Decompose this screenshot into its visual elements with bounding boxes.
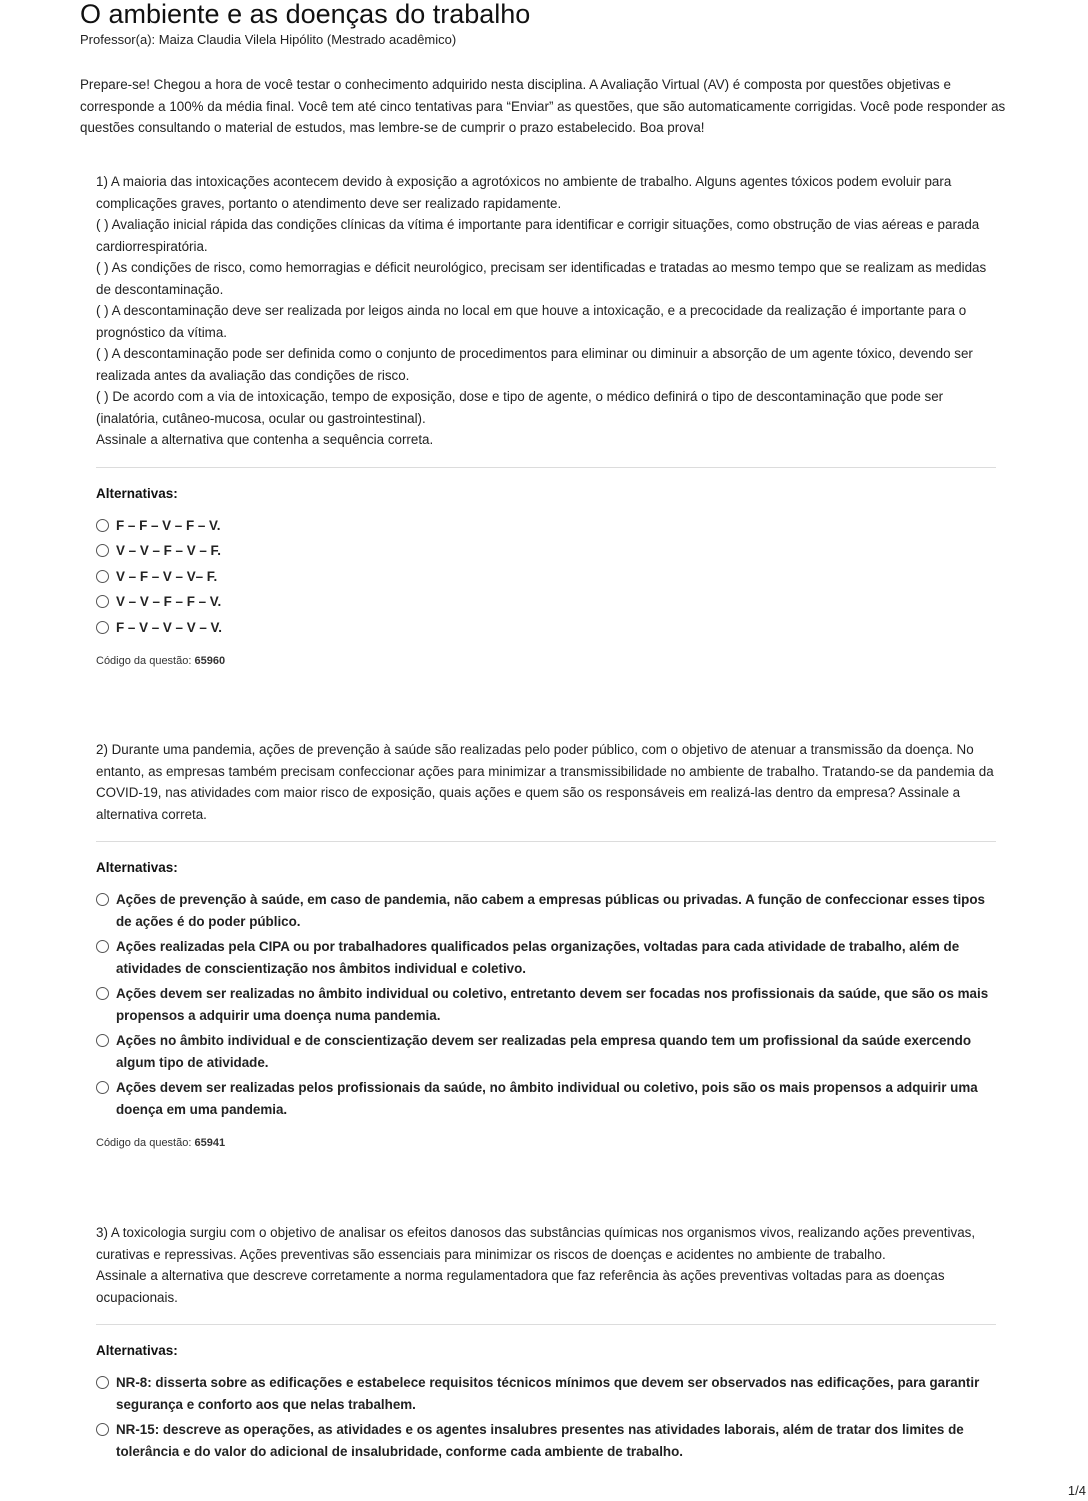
alternatives-label: Alternativas: [96,860,178,875]
question-code [96,1137,996,1149]
alternatives-list [96,515,996,639]
alternative-option[interactable] [96,889,996,932]
question-code-value: 65960 [194,655,226,667]
radio-button[interactable] [96,519,109,532]
page-header [80,0,1020,47]
radio-button[interactable] [96,1034,109,1047]
question-code-label: Código da questão: [96,1137,195,1149]
alternative-option[interactable] [96,1372,996,1415]
alternative-option[interactable] [96,1077,996,1120]
alternative-option[interactable] [96,515,996,537]
question-code-value: 65941 [194,1137,226,1149]
alternative-text: V – V – F – V – F. [116,543,221,558]
question-3-text [96,1222,996,1308]
alternative-text: V – V – F – F – V. [116,594,222,609]
alternative-text: Ações de prevenção à saúde, em caso de pandemia, não cabem a empresas públicas ou privadas. A função de confeccionar esses tipos de ações é do poder público. [116,892,985,929]
divider [96,841,996,842]
alternative-option[interactable] [96,1030,996,1073]
alternative-option[interactable] [96,566,996,588]
alternative-option[interactable] [96,936,996,979]
question-paragraph: 3) A toxicologia surgiu com o objetivo de analisar os efeitos danosos das substâncias químicas nos organismos vivos, realizando ações preventivas, curativas e repressivas. Ações preventivas são essenciais para minimizar os riscos de doenças e acidentes no ambiente de trabalho. [96,1225,976,1262]
alternatives-list [96,889,996,1120]
question-1 [96,171,996,667]
alternative-option[interactable] [96,540,996,562]
alternative-text: NR-8: disserta sobre as edificações e estabelece requisitos técnicos mínimos que devem ser observados nas edificações, para garantir segurança e conforto aos que nelas trabalhem. [116,1375,980,1412]
question-code-label: Código da questão: [96,655,195,667]
question-3 [96,1222,996,1462]
alternative-text: F – F – V – F – V. [116,517,221,533]
question-2 [96,739,996,1149]
alternative-option[interactable] [96,1419,996,1462]
question-paragraph: Assinale a alternativa que contenha a sequência correta. [96,432,434,447]
alternatives-label: Alternativas: [96,485,178,501]
page-title: O ambiente e as doenças do trabalho [80,0,531,29]
question-paragraph: 2) Durante uma pandemia, ações de prevenção à saúde são realizadas pelo poder público, com o objetivo de atenuar a transmissão da doença. No entanto, as empresas também precisam confeccionar ações para minimizar a transmissibilidade no ambiente de trabalho. Tratando-se da pandemia da COVID-19, nas atividades com maior risco de exposição, quais ações e quem são os responsáveis em realizá-las dentro da empresa? Assinale a alternativa correta. [96,742,994,822]
question-paragraph: ( ) As condições de risco, como hemorragias e déficit neurológico, precisam ser identificadas e tratadas ao mesmo tempo que se realizam as medidas de descontaminação. [96,260,987,297]
alternative-text: NR-15: descreve as operações, as atividades e os agentes insalubres presentes nas atividades laborais, além de tratar dos limites de tolerância e do valor do adicional de insalubridade, conforme cada ambiente de trabalho. [116,1422,964,1459]
question-paragraph: ( ) A descontaminação deve ser realizada por leigos ainda no local em que houve a intoxicação, e a precocidade da realização é importante para o prognóstico da vítima. [96,303,967,340]
alternative-option[interactable] [96,591,996,613]
alternative-text: Ações realizadas pela CIPA ou por trabalhadores qualificados pelas organizações, voltadas para cada atividade de trabalho, além de atividades de conscientização nos âmbitos individual e coletivo. [116,939,960,976]
radio-button[interactable] [96,621,109,634]
page-number: 1/4 [1067,1483,1086,1498]
question-paragraph: ( ) A descontaminação pode ser definida como o conjunto de procedimentos para eliminar ou diminuir a absorção de um agente tóxico, devendo ser realizada antes da avaliação das condições de risco. [96,346,973,383]
question-1-text [96,171,996,451]
radio-button[interactable] [96,1081,109,1094]
alternative-text: Ações devem ser realizadas pelos profissionais da saúde, no âmbito individual ou coletivo, pois são os mais propensos a adquirir uma doença em uma pandemia. [116,1080,978,1117]
professor-info: Professor(a): Maiza Claudia Vilela Hipólito (Mestrado acadêmico) [80,32,457,47]
radio-button[interactable] [96,570,109,583]
radio-button[interactable] [96,987,109,1000]
radio-button[interactable] [96,595,109,608]
question-paragraph: ( ) De acordo com a via de intoxicação, tempo de exposição, dose e tipo de agente, o médico definirá o tipo de descontaminação que pode ser (inalatória, cutâneo-mucosa, ocular ou gastrointestinal). [96,389,944,426]
question-2-text [96,739,996,825]
radio-button[interactable] [96,1376,109,1389]
radio-button[interactable] [96,940,109,953]
alternative-text: V – F – V – V– F. [116,568,218,584]
alternative-option[interactable] [96,617,996,639]
alternative-text: Ações devem ser realizadas no âmbito individual ou coletivo, entretanto devem ser focadas nos profissionais da saúde, que são os mais propensos a adquirir uma doença numa pandemia. [116,986,989,1023]
alternatives-label: Alternativas: [96,1343,178,1358]
question-code [96,655,996,667]
radio-button[interactable] [96,1423,109,1436]
alternative-option[interactable] [96,983,996,1026]
divider [96,467,996,468]
divider [96,1324,996,1325]
question-paragraph: ( ) Avaliação inicial rápida das condições clínicas da vítima é importante para identificar e corrigir situações, como obstrução de vias aéreas e parada cardiorrespiratória. [96,217,980,254]
alternative-text: F – V – V – V – V. [116,619,222,635]
question-paragraph: 1) A maioria das intoxicações acontecem devido à exposição a agrotóxicos no ambiente de trabalho. Alguns agentes tóxicos podem evoluir para complicações graves, portanto o atendimento deve ser realizado rapidamente. [96,174,952,211]
alternative-text: Ações no âmbito individual e de conscientização devem ser realizadas pela empresa quando tem um profissional da saúde exercendo algum tipo de atividade. [116,1033,972,1070]
radio-button[interactable] [96,544,109,557]
alternatives-list [96,1372,996,1462]
radio-button[interactable] [96,893,109,906]
intro-text: Prepare-se! Chegou a hora de você testar o conhecimento adquirido nesta disciplina. A Avaliação Virtual (AV) é composta por questões objetivas e corresponde a 100% da média final. Você tem até cinco tentativas para “Enviar” as questões, que são automaticamente corrigidas. Você pode responder as questões consultando o material de estudos, mas lembre-se de cumprir o prazo estabelecido. Boa prova! [80,77,1006,135]
question-paragraph: Assinale a alternativa que descreve corretamente a norma regulamentadora que faz referência às ações preventivas voltadas para as doenças ocupacionais. [96,1268,945,1305]
